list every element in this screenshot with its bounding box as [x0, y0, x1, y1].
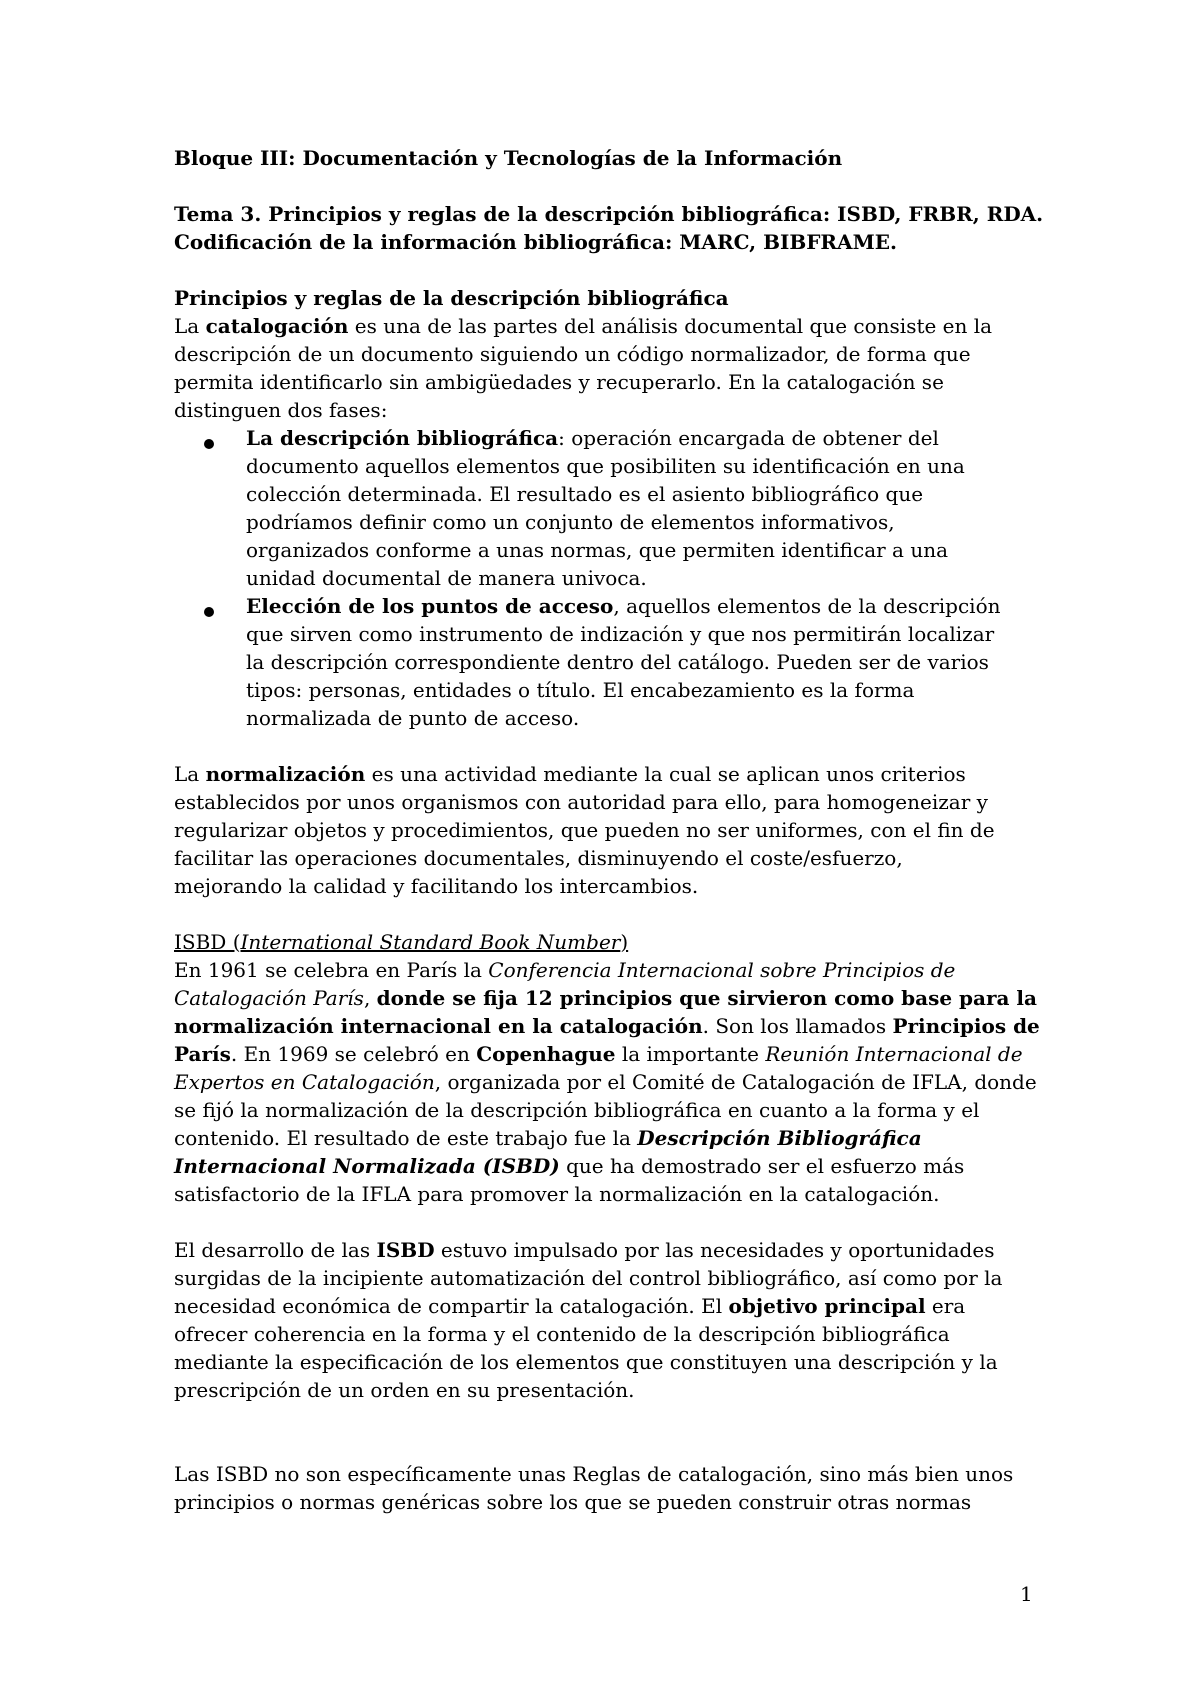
paragraph-line: descripción de un documento siguiendo un código normalizador, de forma que — [174, 342, 971, 366]
section-heading: Principios y reglas de la descripción bibliográfica — [174, 286, 729, 310]
paragraph-line: El desarrollo de las ISBD estuvo impulsado por las necesidades y oportunidades — [174, 1238, 995, 1262]
topic-title-line-1: Tema 3. Principios y reglas de la descripción bibliográfica: ISBD, FRBR, RDA. — [174, 202, 1044, 226]
paragraph-line: regularizar objetos y procedimientos, que pueden no ser uniformes, con el fin de — [174, 818, 995, 842]
paragraph-line: Las ISBD no son específicamente unas Reglas de catalogación, sino más bien unos — [174, 1462, 1014, 1486]
bullet-item-line: documento aquellos elementos que posibiliten su identificación en una — [246, 454, 965, 478]
paragraph-line: Expertos en Catalogación, organizada por el Comité de Catalogación de IFLA, donde — [174, 1070, 1037, 1094]
paragraph-line: En 1961 se celebra en París la Conferencia Internacional sobre Principios de — [174, 958, 956, 982]
bullet-icon — [204, 439, 214, 449]
paragraph-line: Internacional Normalizada (ISBD) que ha demostrado ser el esfuerzo más — [174, 1154, 965, 1178]
paragraph-line: establecidos por unos organismos con autoridad para ello, para homogeneizar y — [174, 790, 988, 814]
isbd-heading: ISBD (International Standard Book Number) — [174, 930, 629, 954]
bullet-item-line: La descripción bibliográfica: operación encargada de obtener del — [246, 426, 939, 450]
bullet-icon — [204, 607, 214, 617]
paragraph-line: La catalogación es una de las partes del análisis documental que consiste en la — [174, 314, 993, 338]
paragraph-line: mediante la especificación de los elementos que constituyen una descripción y la — [174, 1350, 998, 1374]
paragraph-line: mejorando la calidad y facilitando los intercambios. — [174, 874, 699, 898]
block-title: Bloque III: Documentación y Tecnologías de la Información — [174, 146, 843, 170]
bullet-item-line: organizados conforme a unas normas, que permiten identificar a una — [246, 538, 949, 562]
paragraph-line: satisfactorio de la IFLA para promover la normalización en la catalogación. — [174, 1182, 940, 1206]
paragraph-line: se fijó la normalización de la descripción bibliográfica en cuanto a la forma y el — [174, 1098, 980, 1122]
bullet-item-line: tipos: personas, entidades o título. El encabezamiento es la forma — [246, 678, 915, 702]
bullet-item-line: podríamos definir como un conjunto de elementos informativos, — [246, 510, 895, 534]
bullet-item-line: unidad documental de manera univoca. — [246, 566, 647, 590]
paragraph-line: principios o normas genéricas sobre los que se pueden construir otras normas — [174, 1490, 972, 1514]
bullet-item-line: normalizada de punto de acceso. — [246, 706, 580, 730]
topic-title-line-2: Codificación de la información bibliográfica: MARC, BIBFRAME. — [174, 230, 897, 254]
paragraph-line: necesidad económica de compartir la catalogación. El objetivo principal era — [174, 1294, 966, 1318]
paragraph-line: surgidas de la incipiente automatización del control bibliográfico, así como por la — [174, 1266, 1003, 1290]
paragraph-line: Catalogación París, donde se fija 12 principios que sirvieron como base para la — [174, 986, 1037, 1010]
paragraph-line: distinguen dos fases: — [174, 398, 388, 422]
paragraph-line: prescripción de un orden en su presentación. — [174, 1378, 635, 1402]
paragraph-line: contenido. El resultado de este trabajo fue la Descripción Bibliográfica — [174, 1126, 922, 1150]
paragraph-line: ofrecer coherencia en la forma y el contenido de la descripción bibliográfica — [174, 1322, 950, 1346]
paragraph-line: permita identificarlo sin ambigüedades y recuperarlo. En la catalogación se — [174, 370, 944, 394]
paragraph-line: facilitar las operaciones documentales, disminuyendo el coste/esfuerzo, — [174, 846, 903, 870]
bullet-item-line: Elección de los puntos de acceso, aquellos elementos de la descripción — [246, 594, 1001, 618]
bullet-item-line: que sirven como instrumento de indización y que nos permitirán localizar — [246, 622, 995, 646]
paragraph-line: París. En 1969 se celebró en Copenhague la importante Reunión Internacional de — [174, 1042, 1023, 1066]
page-number: 1 — [1020, 1582, 1033, 1606]
paragraph-line: normalización internacional en la catalogación. Son los llamados Principios de — [174, 1014, 1040, 1038]
bullet-item-line: colección determinada. El resultado es el asiento bibliográfico que — [246, 482, 924, 506]
bullet-item-line: la descripción correspondiente dentro del catálogo. Pueden ser de varios — [246, 650, 989, 674]
paragraph-line: La normalización es una actividad mediante la cual se aplican unos criterios — [174, 762, 966, 786]
